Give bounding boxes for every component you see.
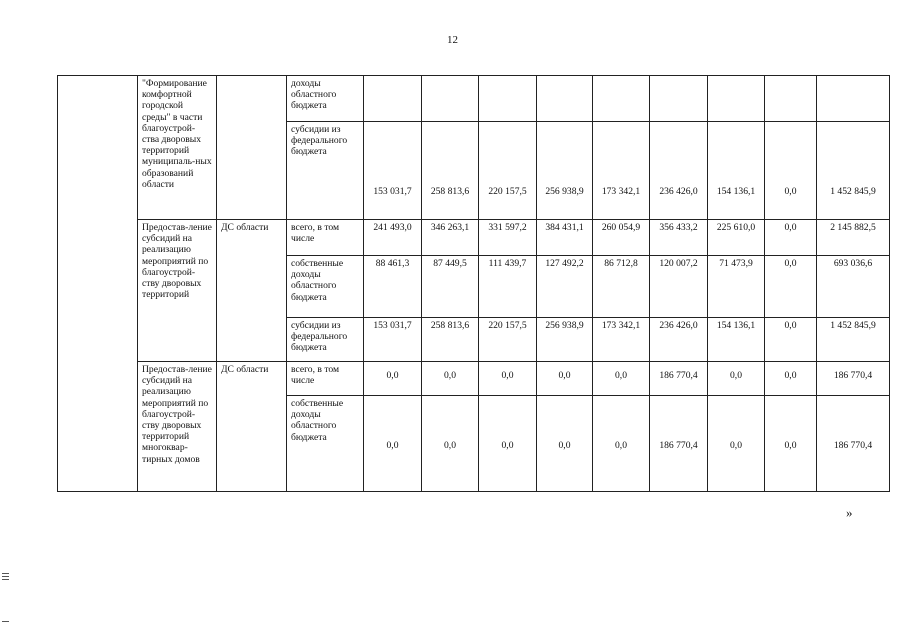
measure-cell: Предостав-ление субсидий на реализацию мероприятий по благоустрой-ству дворовых территорий [138, 220, 217, 362]
value-cell: 173 342,1 [593, 318, 650, 362]
value-cell: 256 938,9 [537, 122, 593, 220]
closing-quote: » [846, 505, 853, 520]
value-cell: 220 157,5 [479, 318, 537, 362]
value-cell: 0,0 [708, 362, 765, 396]
value-cell: 236 426,0 [650, 318, 708, 362]
table-row [58, 76, 890, 122]
value-cell: 0,0 [708, 396, 765, 492]
source-cell: собственные доходы областного бюджета [287, 256, 364, 318]
value-cell: 0,0 [479, 396, 537, 492]
source-cell: всего, в том числе [287, 362, 364, 396]
value-cell: 258 813,6 [422, 122, 479, 220]
value-cell: 256 938,9 [537, 318, 593, 362]
value-cell: 260 054,9 [593, 220, 650, 256]
margin-mark [2, 579, 9, 580]
value-cell [650, 76, 708, 122]
value-cell: 0,0 [364, 396, 422, 492]
source-cell: собственные доходы областного бюджета [287, 396, 364, 492]
value-cell [765, 76, 817, 122]
value-cell: 120 007,2 [650, 256, 708, 318]
source-cell: всего, в том числе [287, 220, 364, 256]
table-row [58, 220, 890, 256]
source-cell: субсидии из федерального бюджета [287, 318, 364, 362]
budget-table [57, 75, 890, 492]
value-cell: 0,0 [765, 362, 817, 396]
table-row [58, 362, 890, 396]
value-cell [479, 76, 537, 122]
value-cell: 173 342,1 [593, 122, 650, 220]
value-cell [817, 76, 890, 122]
value-cell [537, 76, 593, 122]
executor-cell: ДС области [217, 362, 287, 492]
value-cell: 331 597,2 [479, 220, 537, 256]
value-cell: 71 473,9 [708, 256, 765, 318]
value-cell: 153 031,7 [364, 318, 422, 362]
value-cell: 0,0 [422, 396, 479, 492]
value-cell: 0,0 [364, 362, 422, 396]
value-cell: 225 610,0 [708, 220, 765, 256]
value-cell: 88 461,3 [364, 256, 422, 318]
value-cell: 1 452 845,9 [817, 122, 890, 220]
source-cell: субсидии из федерального бюджета [287, 122, 364, 220]
margin-mark [2, 573, 9, 574]
value-cell: 0,0 [422, 362, 479, 396]
value-cell: 0,0 [765, 318, 817, 362]
value-cell: 346 263,1 [422, 220, 479, 256]
value-cell [422, 76, 479, 122]
value-cell: 0,0 [765, 256, 817, 318]
value-cell: 693 036,6 [817, 256, 890, 318]
value-cell: 186 770,4 [817, 362, 890, 396]
margin-mark [2, 621, 9, 622]
value-cell: 0,0 [537, 396, 593, 492]
value-cell: 258 813,6 [422, 318, 479, 362]
value-cell: 153 031,7 [364, 122, 422, 220]
value-cell: 384 431,1 [537, 220, 593, 256]
value-cell: 186 770,4 [650, 396, 708, 492]
value-cell: 154 136,1 [708, 122, 765, 220]
value-cell: 154 136,1 [708, 318, 765, 362]
value-cell: 0,0 [537, 362, 593, 396]
measure-cell: "Формирование комфортной городской среды" в части благоустрой-ства дворовых территорий муниципаль-ных образований области [138, 76, 217, 220]
value-cell: 87 449,5 [422, 256, 479, 318]
value-cell: 236 426,0 [650, 122, 708, 220]
page-number: 12 [447, 34, 458, 46]
value-cell: 0,0 [593, 396, 650, 492]
source-cell: доходы областного бюджета [287, 76, 364, 122]
value-cell: 0,0 [765, 396, 817, 492]
empty-first-column-cell [58, 76, 138, 492]
value-cell: 186 770,4 [817, 396, 890, 492]
executor-cell: ДС области [217, 220, 287, 362]
value-cell [708, 76, 765, 122]
value-cell: 0,0 [765, 220, 817, 256]
value-cell: 0,0 [593, 362, 650, 396]
value-cell: 86 712,8 [593, 256, 650, 318]
value-cell: 220 157,5 [479, 122, 537, 220]
value-cell: 0,0 [765, 122, 817, 220]
value-cell [593, 76, 650, 122]
value-cell: 2 145 882,5 [817, 220, 890, 256]
value-cell: 356 433,2 [650, 220, 708, 256]
value-cell: 241 493,0 [364, 220, 422, 256]
value-cell: 111 439,7 [479, 256, 537, 318]
margin-mark [2, 576, 9, 577]
value-cell [364, 76, 422, 122]
measure-cell: Предостав-ление субсидий на реализацию мероприятий по благоустрой-ству дворовых территорий многоквар-тирных домов [138, 362, 217, 492]
executor-cell [217, 76, 287, 220]
value-cell: 127 492,2 [537, 256, 593, 318]
value-cell: 0,0 [479, 362, 537, 396]
value-cell: 186 770,4 [650, 362, 708, 396]
value-cell: 1 452 845,9 [817, 318, 890, 362]
